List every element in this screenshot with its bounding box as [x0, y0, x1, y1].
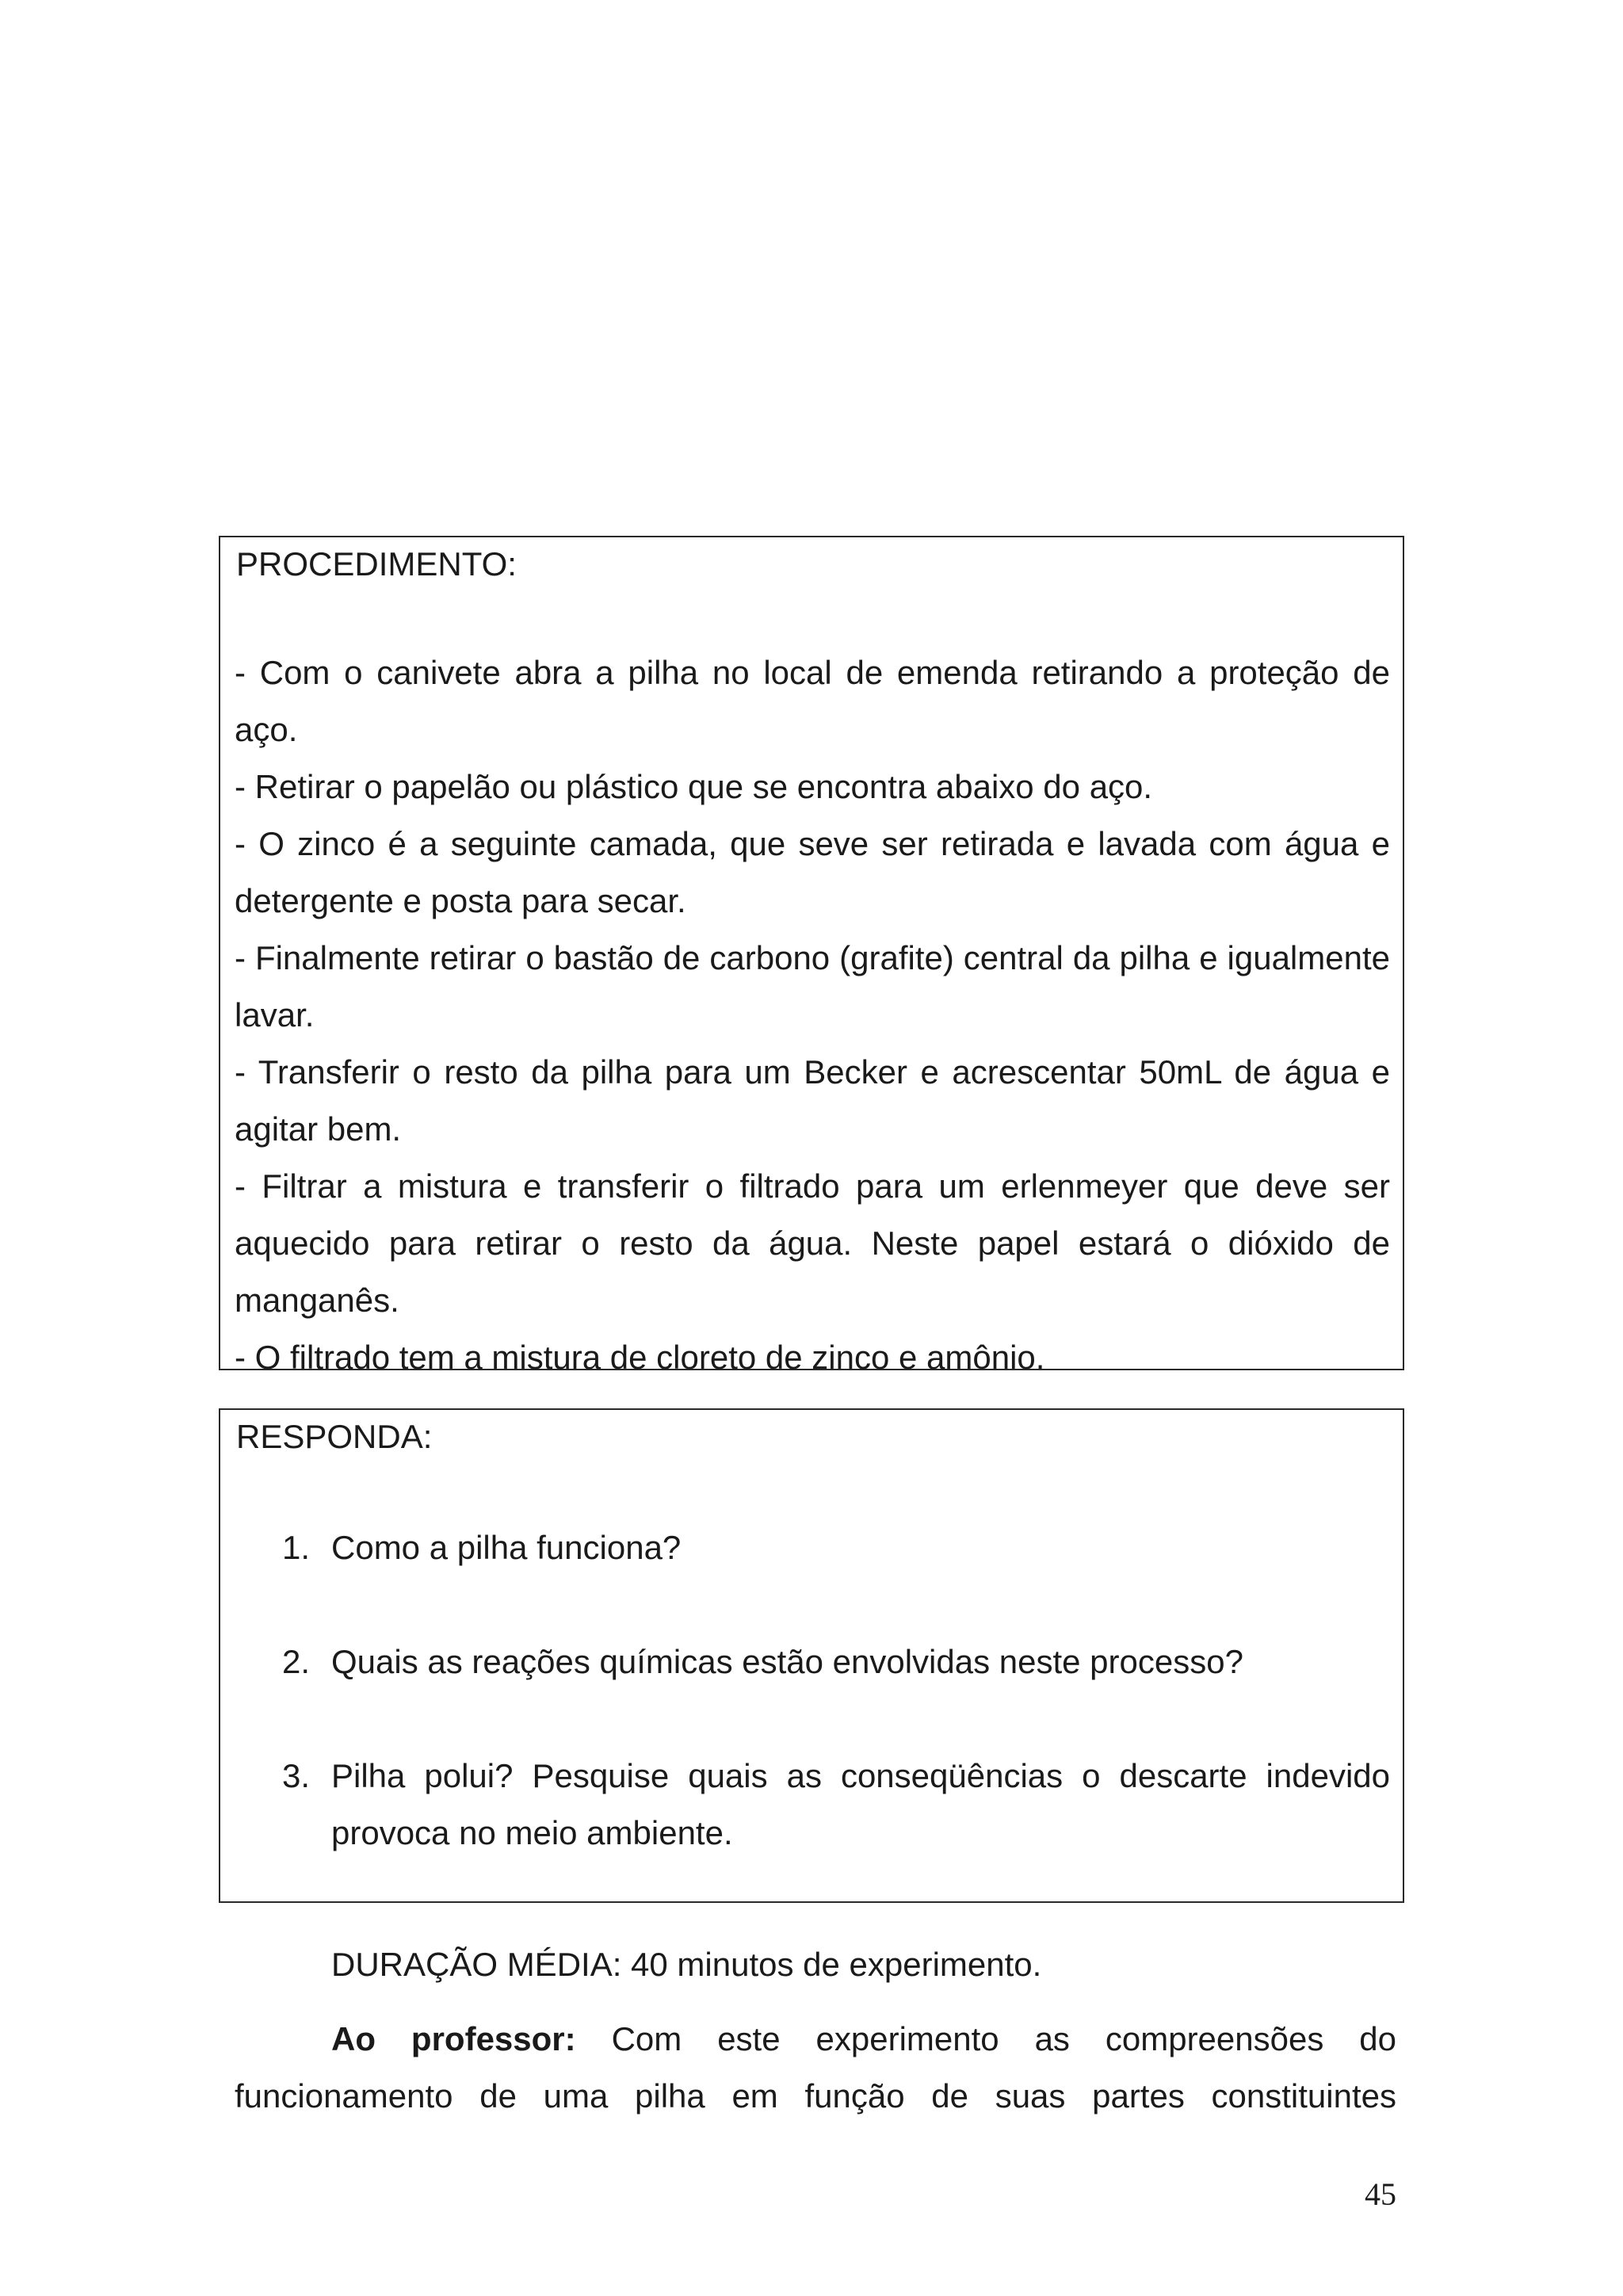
professor-label: Ao professor:: [331, 2020, 576, 2057]
responda-box: [219, 1408, 1404, 1903]
question-item: [220, 1748, 1390, 1862]
professor-paragraph: [235, 2011, 1396, 2125]
procedure-step: - Retirar o papelão ou plástico que se encontra abaixo do aço.: [235, 768, 1153, 805]
procedure-step: - Com o canivete abra a pilha no local de emenda retirando a proteção de aço.: [235, 654, 1390, 748]
procedure-step: - Finalmente retirar o bastão de carbono (grafite) central da pilha e igualmente lavar.: [235, 939, 1390, 1033]
question-number: 1.: [282, 1529, 311, 1566]
procedimento-steps: [235, 644, 1390, 1386]
responda-title: RESPONDA:: [236, 1418, 433, 1455]
procedure-step: - O filtrado tem a mistura de cloreto de zinco e amônio.: [235, 1339, 1045, 1376]
procedure-step: - Filtrar a mistura e transferir o filtrado para um erlenmeyer que deve ser aquecido para retirar o resto da água. Neste papel estará o dióxido de manganês.: [235, 1167, 1390, 1319]
question-item: [220, 1519, 1390, 1576]
question-text: Como a pilha funciona?: [331, 1529, 682, 1566]
page-number: 45: [1365, 2176, 1396, 2212]
procedure-step: - O zinco é a seguinte camada, que seve ser retirada e lavada com água e detergente e posta para secar.: [235, 825, 1390, 919]
question-number: 2.: [282, 1643, 311, 1680]
procedimento-box: [219, 536, 1404, 1376]
professor-text: Com este experimento as compreensões do funcionamento de uma pilha em função de suas partes constituintes: [235, 2020, 1397, 2115]
procedure-step: - Transferir o resto da pilha para um Becker e acrescentar 50mL de água e agitar bem.: [235, 1053, 1390, 1148]
question-number: 3.: [282, 1757, 311, 1794]
question-list: [220, 1519, 1390, 1919]
question-text: Quais as reações químicas estão envolvidas neste processo?: [331, 1643, 1243, 1680]
duracao-media: DURAÇÃO MÉDIA: 40 minutos de experimento.: [331, 1946, 1042, 1983]
procedimento-title: PROCEDIMENTO:: [236, 545, 517, 583]
question-text: Pilha polui? Pesquise quais as conseqüências o descarte indevido provoca no meio ambiente.: [331, 1757, 1390, 1851]
question-item: [220, 1633, 1390, 1690]
